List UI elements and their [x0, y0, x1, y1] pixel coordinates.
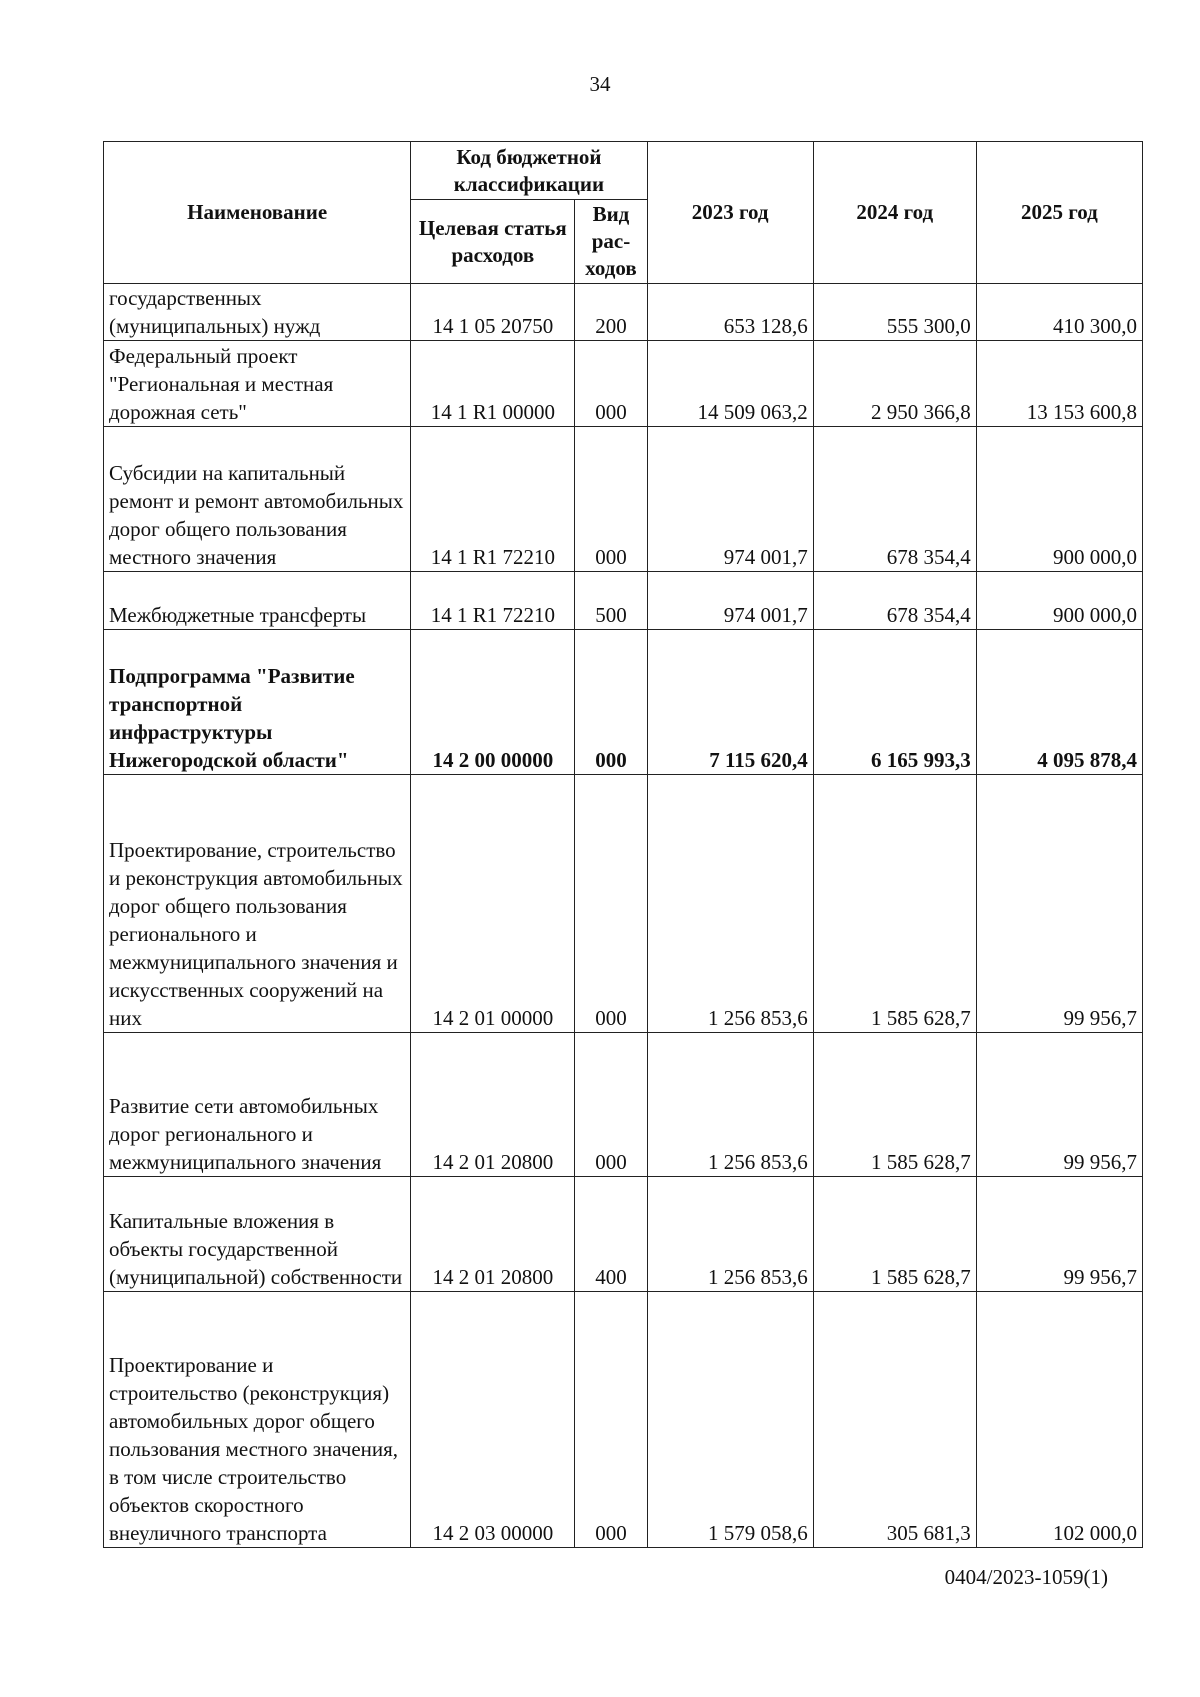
row-2024: 6 165 993,3 — [813, 630, 976, 775]
row-2025: 99 956,7 — [976, 1177, 1142, 1292]
row-name: Межбюджетные трансферты — [104, 572, 411, 630]
table-row — [104, 1292, 1143, 1548]
row-vid: 000 — [575, 427, 647, 572]
header-kbk: Код бюджетной классификации — [411, 142, 647, 200]
row-2025: 900 000,0 — [976, 572, 1142, 630]
row-2023: 1 579 058,6 — [647, 1292, 813, 1548]
header-name: Наименование — [104, 142, 411, 284]
header-vid: Вид рас-ходов — [575, 200, 647, 284]
row-name: Подпрограмма "Развитие транспортной инфраструктуры Нижегородской области" — [104, 630, 411, 775]
row-name: Капитальные вложения в объекты государственной (муниципальной) собственности — [104, 1177, 411, 1292]
row-name: Субсидии на капитальный ремонт и ремонт автомобильных дорог общего пользования местного значения — [104, 427, 411, 572]
row-code: 14 1 R1 72210 — [411, 427, 575, 572]
row-vid: 500 — [575, 572, 647, 630]
row-code: 14 2 01 20800 — [411, 1177, 575, 1292]
row-code: 14 2 00 00000 — [411, 630, 575, 775]
row-2025: 13 153 600,8 — [976, 341, 1142, 427]
header-2024: 2024 год — [813, 142, 976, 284]
row-code: 14 2 01 00000 — [411, 775, 575, 1033]
row-code: 14 2 03 00000 — [411, 1292, 575, 1548]
row-code: 14 1 05 20750 — [411, 284, 575, 341]
page-number: 34 — [589, 72, 611, 96]
row-vid: 000 — [575, 1292, 647, 1548]
table-row — [104, 1177, 1143, 1292]
row-name: Проектирование, строительство и реконструкция автомобильных дорог общего пользования регионального и межмуниципального значения и искусственных сооружений на них — [104, 775, 411, 1033]
row-2024: 1 585 628,7 — [813, 1177, 976, 1292]
table-row — [104, 427, 1143, 572]
row-vid: 400 — [575, 1177, 647, 1292]
table-row — [104, 572, 1143, 630]
row-name: Проектирование и строительство (реконструкция) автомобильных дорог общего пользования местного значения, в том числе строительство объектов скоростного внеуличного транспорта — [104, 1292, 411, 1548]
row-2023: 14 509 063,2 — [647, 341, 813, 427]
row-2023: 1 256 853,6 — [647, 1033, 813, 1177]
row-name: Федеральный проект "Региональная и местная дорожная сеть" — [104, 341, 411, 427]
row-2025: 410 300,0 — [976, 284, 1142, 341]
row-2025: 99 956,7 — [976, 1033, 1142, 1177]
table-row — [104, 630, 1143, 775]
row-2024: 305 681,3 — [813, 1292, 976, 1548]
row-2023: 1 256 853,6 — [647, 1177, 813, 1292]
row-vid: 000 — [575, 775, 647, 1033]
row-2023: 974 001,7 — [647, 427, 813, 572]
row-2025: 102 000,0 — [976, 1292, 1142, 1548]
row-2024: 1 585 628,7 — [813, 1033, 976, 1177]
row-vid: 000 — [575, 1033, 647, 1177]
row-2025: 900 000,0 — [976, 427, 1142, 572]
row-2023: 7 115 620,4 — [647, 630, 813, 775]
row-2023: 974 001,7 — [647, 572, 813, 630]
row-vid: 000 — [575, 341, 647, 427]
row-2023: 653 128,6 — [647, 284, 813, 341]
row-2025: 4 095 878,4 — [976, 630, 1142, 775]
row-2024: 1 585 628,7 — [813, 775, 976, 1033]
header-2025: 2025 год — [976, 142, 1142, 284]
budget-table — [103, 141, 1143, 1548]
table-row — [104, 341, 1143, 427]
row-name: государственных (муниципальных) нужд — [104, 284, 411, 341]
document-code: 0404/2023-1059(1) — [944, 1565, 1108, 1589]
row-code: 14 1 R1 72210 — [411, 572, 575, 630]
row-2023: 1 256 853,6 — [647, 775, 813, 1033]
row-2025: 99 956,7 — [976, 775, 1142, 1033]
row-2024: 678 354,4 — [813, 427, 976, 572]
row-name: Развитие сети автомобильных дорог регионального и межмуниципального значения — [104, 1033, 411, 1177]
row-2024: 2 950 366,8 — [813, 341, 976, 427]
header-target: Целевая статья расходов — [411, 200, 575, 284]
table-row — [104, 775, 1143, 1033]
row-code: 14 2 01 20800 — [411, 1033, 575, 1177]
row-code: 14 1 R1 00000 — [411, 341, 575, 427]
row-vid: 000 — [575, 630, 647, 775]
table-row — [104, 1033, 1143, 1177]
row-vid: 200 — [575, 284, 647, 341]
row-2024: 555 300,0 — [813, 284, 976, 341]
row-2024: 678 354,4 — [813, 572, 976, 630]
header-2023: 2023 год — [647, 142, 813, 284]
table-row — [104, 284, 1143, 341]
